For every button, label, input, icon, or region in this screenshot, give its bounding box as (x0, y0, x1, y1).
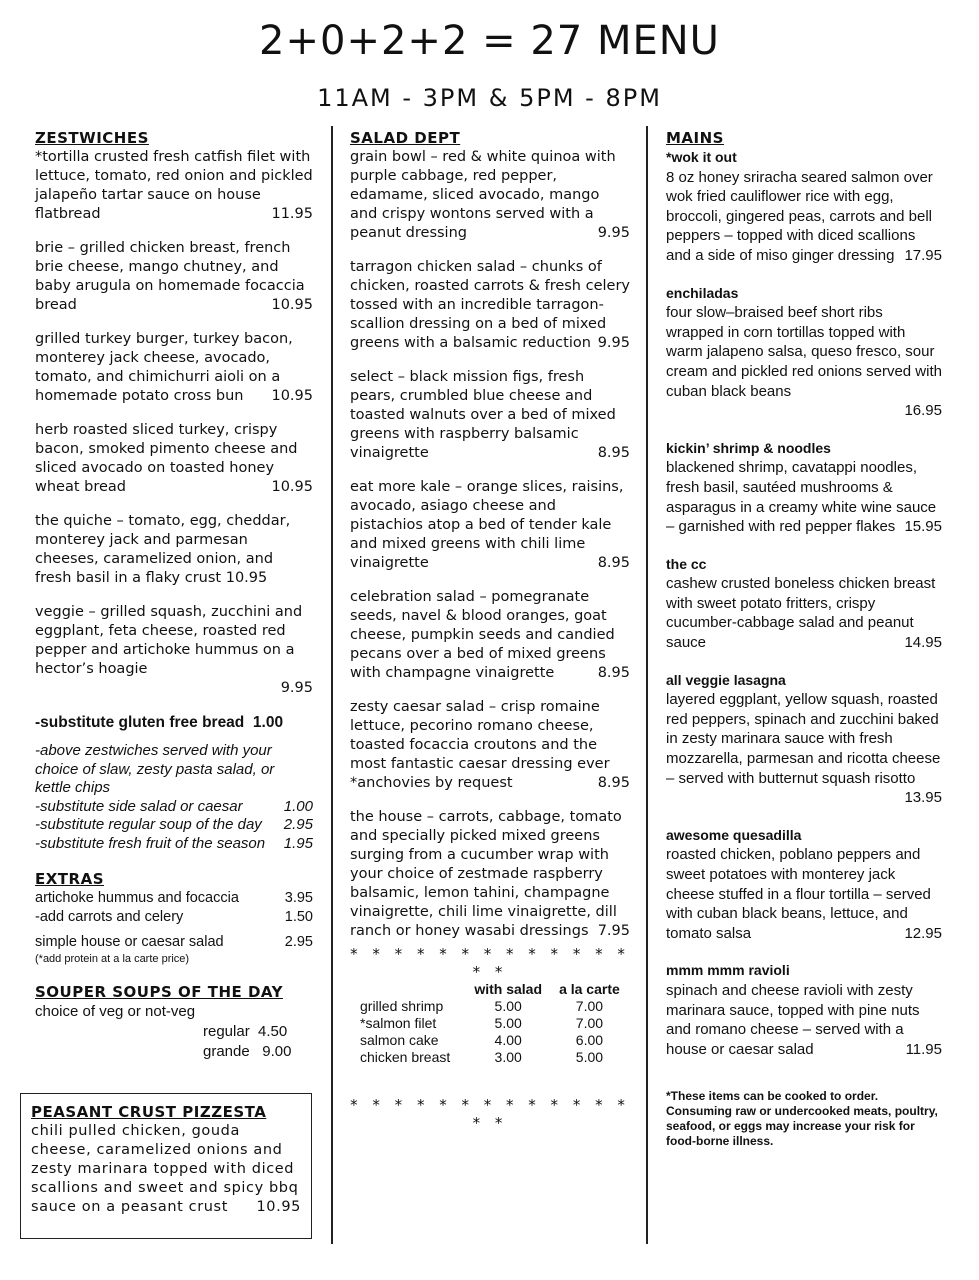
substitution-price: 2.95 (283, 816, 313, 833)
menu-item (350, 368, 630, 463)
soup-price: 4.50 (258, 1023, 288, 1040)
a-la-carte-price: 5.00 (575, 1049, 604, 1065)
sides-note: -above zestwiches served with your choice of slaw, zesty pasta salad, or kettle chips (35, 742, 275, 796)
substitution-price: 1.00 (283, 797, 313, 815)
menu-item (666, 148, 942, 266)
item-description: blackened shrimp, cavatappi noodles, fresh basil, sautéed mushrooms & asparagus in a creamy white wine sauce – garnished with red pepper flakes (666, 459, 937, 536)
item-name: the cc (666, 555, 707, 572)
item-price: 10.95 (225, 570, 268, 586)
item-description: *tortilla crusted fresh catfish filet with lettuce, tomato, red onion and pickled jalapeño tartar sauce on house flatbread (35, 149, 313, 222)
salads-column (350, 128, 630, 1132)
substitution-row (35, 798, 313, 817)
item-price: 17.95 (904, 246, 942, 264)
substitution-price: 1.95 (283, 834, 313, 852)
soups-block (35, 1002, 313, 1062)
item-description: the house – carrots, cabbage, tomato and specially picked mixed greens surging from a cucumber wrap with your choice of zestmade raspberry balsamic, lemon tahini, champagne vinaigrette, chili lime vinaigrette, dill ranch or honey wasabi dressings (350, 809, 622, 939)
extra-price: 3.95 (284, 890, 313, 906)
item-name: mmm mmm ravioli (666, 962, 790, 979)
item-description: layered eggplant, yellow squash, roasted red peppers, spinach and zucchini baked in zesty marinara sauce with fresh mozzarella, parmesan and ricotta cheese – served with butternut squash risotto (666, 691, 941, 787)
extra-row (35, 908, 313, 927)
menu-item (350, 258, 630, 353)
mains-column (666, 128, 942, 1149)
substitution-label: -substitute fresh fruit of the season (35, 834, 266, 852)
item-description: four slow–braised beef short ribs wrapped in corn tortillas topped with warm jalapeno salsa, queso fresco, sour cream and pickled red onions served with cuban black beans (666, 304, 942, 400)
table-header-row (356, 981, 630, 998)
menu-item (666, 439, 942, 537)
a-la-carte-price: 6.00 (575, 1032, 604, 1048)
soup-size: grande (203, 1043, 250, 1060)
menu-item (35, 148, 313, 224)
pizzesta-item (31, 1122, 301, 1217)
column-divider (646, 126, 648, 1244)
item-description: veggie – grilled squash, zucchini and eggplant, feta cheese, roasted red pepper and artichoke hummus on a hector’s hoagie (35, 604, 303, 677)
table-row (356, 1032, 630, 1049)
item-price: 10.95 (271, 479, 313, 495)
menu-item (350, 588, 630, 683)
table-row (356, 1049, 630, 1066)
protein-name: *salmon filet (360, 1015, 437, 1031)
menu-item (666, 555, 942, 653)
soups-heading: SOUPER SOUPS OF THE DAY (35, 983, 283, 1001)
item-price: 12.95 (904, 924, 942, 942)
item-description: zesty caesar salad – crisp romaine lettuce, pecorino romano cheese, toasted focaccia croutons and the most fantastic caesar dressing ever (350, 699, 610, 772)
item-price: 8.95 (597, 445, 630, 461)
item-price: 8.95 (597, 665, 630, 681)
item-price: 11.95 (905, 1040, 942, 1058)
menu-item (666, 961, 942, 1059)
pizzesta-heading: PEASANT CRUST PIZZESTA (31, 1103, 267, 1121)
with-salad-price: 5.00 (494, 1015, 522, 1031)
a-la-carte-price: 7.00 (575, 998, 604, 1014)
menu-item (666, 284, 942, 421)
pizzesta-box (20, 1093, 312, 1239)
substitution-label: -substitute regular soup of the day (35, 816, 262, 833)
item-description: 8 oz honey sriracha seared salmon over wok fried cauliflower rice with egg, broccoli, gingered peas, carrots and bell peppers – topped with diced scallions and a side of miso ginger dressing (666, 168, 933, 264)
salads-heading: SALAD DEPT (350, 129, 461, 147)
item-price: 8.95 (597, 555, 630, 571)
extras-note: (*add protein at a la carte price) (35, 953, 190, 965)
with-salad-price: 4.00 (494, 1032, 522, 1048)
mains-heading: MAINS (666, 129, 724, 147)
soup-size-row (35, 1042, 313, 1062)
extra-label: simple house or caesar salad (35, 934, 224, 950)
item-description: herb roasted sliced turkey, crispy bacon, smoked pimento cheese and sliced avocado on toasted honey wheat bread (35, 422, 298, 495)
table-row (356, 998, 630, 1015)
item-price: 9.95 (280, 680, 313, 696)
item-description: the quiche – tomato, egg, cheddar, monterey jack and parmesan cheeses, caramelized onion, and fresh basil in a flaky crust (35, 513, 291, 586)
item-description: tarragon chicken salad – chunks of chicken, roasted carrots & fresh celery tossed with an incredible tarragon-scallion dressing on a bed of mixed greens with a balsamic reduction (350, 259, 630, 351)
menu-item (35, 603, 313, 698)
item-description: cashew crusted boneless chicken breast with sweet potato fritters, crispy cucumber-cabbage salad and peanut sauce (666, 575, 936, 652)
column-header: a la carte (559, 981, 620, 997)
item-price: 10.95 (271, 388, 313, 404)
a-la-carte-price: 7.00 (575, 1015, 604, 1031)
protein-name: salmon cake (360, 1032, 439, 1048)
substitution-label: -substitute side salad or caesar (35, 797, 243, 815)
item-description: chili pulled chicken, gouda cheese, caramelized onions and zesty marinara topped with diced scallions and sweet and spicy bbq sauce on a peasant crust (31, 1123, 299, 1215)
item-description: roasted chicken, poblano peppers and sweet potatoes with monterey jack cheese stuffed in a flour tortilla – served with cuban black beans, lettuce, and tomato salsa (666, 846, 931, 942)
gluten-free-option (35, 713, 313, 732)
menu-item (350, 478, 630, 573)
menu-item (35, 239, 313, 315)
zestwiches-column (35, 128, 313, 1077)
item-description: grilled turkey burger, turkey bacon, monterey jack cheese, avocado, tomato, and chimichurri aioli on a homemade potato cross bun (35, 331, 293, 404)
table-row (356, 1015, 630, 1032)
item-description: grain bowl – red & white quinoa with purple cabbage, red pepper, edamame, sliced avocado, mango and crispy wontons served with a peanut dressing (350, 149, 616, 241)
item-description: spinach and cheese ravioli with zesty marinara sauce, topped with pine nuts and romano cheese – served with a house or caesar salad (666, 981, 920, 1058)
star-divider: * * * * * * * * * * * * * * * (350, 945, 630, 981)
soup-size-row (35, 1022, 313, 1042)
substitution-row (35, 835, 313, 854)
food-safety-disclaimer: *These items can be cooked to order. Consuming raw or undercooked meats, poultry, seafood, or eggs may increase your risk for food-borne illness. (666, 1089, 938, 1149)
item-price: 11.95 (271, 206, 313, 222)
menu-item (350, 698, 630, 793)
soup-price: 9.00 (262, 1043, 292, 1060)
item-price: 10.95 (256, 1199, 301, 1215)
extra-label: -add carrots and celery (35, 909, 184, 925)
menu-item (666, 826, 942, 944)
item-price: 7.95 (597, 923, 630, 939)
extra-label: artichoke hummus and focaccia (35, 890, 239, 906)
item-name: enchiladas (666, 284, 739, 301)
protein-addon-table (356, 981, 630, 1066)
item-price: 13.95 (904, 789, 942, 807)
item-description: eat more kale – orange slices, raisins, avocado, asiago cheese and pistachios atop a bed of tender kale and mixed greens with chili lime vinaigrette (350, 479, 624, 571)
menu-item (350, 148, 630, 243)
item-price: 16.95 (904, 402, 942, 420)
item-price: 15.95 (904, 518, 942, 536)
extra-price: 2.95 (284, 934, 313, 950)
menu-item (666, 671, 942, 808)
item-name: awesome quesadilla (666, 826, 802, 843)
menu-item (35, 421, 313, 497)
menu-title: 2+0+2+2 = 27 MENU (259, 18, 720, 64)
item-name: kickin’ shrimp & noodles (666, 439, 831, 456)
item-note: *anchovies by request (350, 775, 513, 791)
column-divider (331, 126, 333, 1244)
item-name: *wok it out (666, 149, 737, 165)
item-description: brie – grilled chicken breast, french brie cheese, mango chutney, and baby arugula on homemade focaccia bread (35, 240, 305, 313)
option-label: -substitute gluten free bread (35, 714, 245, 731)
item-name: all veggie lasagna (666, 671, 786, 688)
with-salad-price: 5.00 (494, 998, 522, 1014)
item-price: 14.95 (904, 634, 942, 652)
extra-row (35, 933, 313, 952)
protein-name: chicken breast (360, 1049, 451, 1065)
item-price: 10.95 (271, 297, 313, 313)
zestwiches-heading: ZESTWICHES (35, 129, 149, 147)
item-description: select – black mission figs, fresh pears, crumbled blue cheese and toasted walnuts over a bed of mixed greens with raspberry balsamic vinaigrette (350, 369, 616, 461)
protein-name: grilled shrimp (360, 998, 444, 1014)
item-price: 9.95 (597, 225, 630, 241)
menu-item (35, 512, 313, 588)
option-price: 1.00 (252, 714, 284, 731)
menu-item (350, 808, 630, 941)
soup-size: regular (203, 1023, 250, 1040)
menu-item (35, 330, 313, 406)
soup-description: choice of veg or not-veg (35, 1003, 196, 1020)
menu-hours: 11AM - 3PM & 5PM - 8PM (317, 84, 662, 112)
extra-row (35, 889, 313, 908)
star-divider: * * * * * * * * * * * * * * * (350, 1096, 630, 1132)
with-salad-price: 3.00 (494, 1049, 522, 1065)
item-price: 8.95 (597, 775, 630, 791)
item-price: 9.95 (597, 335, 630, 351)
item-description: celebration salad – pomegranate seeds, navel & blood oranges, goat cheese, pumpkin seeds and candied pecans over a bed of mixed greens with champagne vinaigrette (350, 589, 615, 681)
column-header: with salad (474, 981, 543, 997)
substitution-row (35, 816, 313, 835)
extra-price: 1.50 (284, 909, 313, 925)
extras-heading: EXTRAS (35, 870, 105, 888)
